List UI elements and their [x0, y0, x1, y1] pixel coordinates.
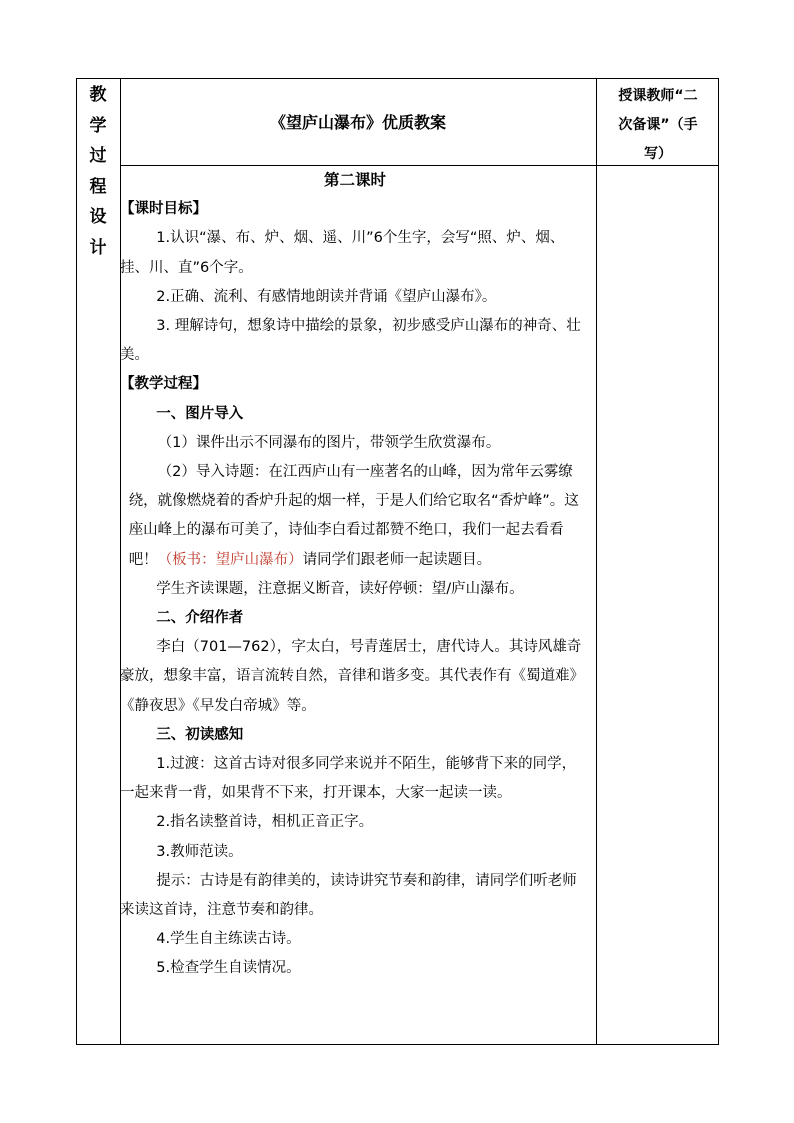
list-item: 4.学生自主练读古诗。 — [156, 931, 301, 948]
side-char: 学 — [89, 115, 107, 136]
list-item: 提示：古诗是有韵律美的，读诗讲究节奏和韵律，请同学们听老师来读这首诗，注意节奏和韵律。 — [120, 872, 577, 919]
header-line: 次备课”（手 — [618, 117, 698, 133]
side-char: 教 — [89, 85, 107, 105]
list-item: 5.检查学生自读情况。 — [156, 960, 301, 977]
lesson-content — [120, 166, 590, 984]
side-char: 计 — [89, 237, 107, 258]
goal-item: 2.正确、流利、有感情地朗读并背诵《望庐山瀑布》。 — [156, 288, 497, 305]
section-heading: 二、介绍作者 — [156, 610, 244, 627]
column-divider-2 — [596, 78, 597, 1045]
title-text: 《望庐山瀑布》优质教案 — [269, 113, 446, 132]
paragraph: 李白（701—762），字太白，号青莲居士，唐代诗人。其诗风雄奇豪放，想象丰富，语言流转自然，音律和谐多变。其代表作有《蜀道难》《静夜思》《早发白帝城》等。 — [120, 639, 584, 714]
goal-heading: 【课时目标】 — [120, 201, 207, 218]
paragraph — [120, 458, 590, 575]
paragraph-text: （2）导入诗题：在江西庐山有一座著名的山峰，因为常年云雾缭绕，就像燃烧着的香炉升起的烟一样，于是人们给它取名“香炉峰”。这座山峰上的瀑布可美了，诗仙李白看过都赞不绝口，我们一起去看看吧！ — [128, 464, 579, 568]
list-item: 2.指名读整首诗，相机正音正字。 — [156, 814, 374, 831]
paragraph: 学生齐读课题，注意据义断音，读好停顿：望/庐山瀑布。 — [156, 580, 524, 597]
table-border-bottom — [76, 1044, 719, 1045]
goal-item: 1.认识“瀑、布、炉、烟、遥、川”6个生字，会写“照、炉、烟、挂、川、直”6个字。 — [120, 230, 565, 276]
blackboard-note: （板书：望庐山瀑布） — [157, 551, 303, 568]
section-heading: 一、图片导入 — [156, 405, 244, 422]
list-item: 3.教师范读。 — [156, 843, 243, 860]
header-line: 写） — [644, 146, 672, 162]
lesson-subtitle: 第二课时 — [323, 171, 386, 189]
header-line: 授课教师“二 — [618, 88, 698, 104]
list-item: 1.过渡：这首古诗对很多同学来说并不陌生，能够背下来的同学，一起来背一背，如果背不下来，打开课本，大家一起读一读。 — [120, 756, 577, 802]
side-char: 设 — [89, 207, 107, 227]
teacher-notes-header — [598, 82, 718, 169]
side-label — [76, 78, 120, 263]
process-heading: 【教学过程】 — [120, 376, 207, 393]
document-title — [120, 78, 596, 165]
paragraph: （1）课件出示不同瀑布的图片，带领学生欣赏瀑布。 — [157, 434, 501, 451]
side-char: 程 — [89, 176, 107, 197]
section-heading: 三、初读感知 — [156, 726, 244, 743]
paragraph-text: 请同学们跟老师一起读题目。 — [302, 551, 492, 568]
goal-item: 3. 理解诗句，想象诗中描绘的景象，初步感受庐山瀑布的神奇、壮美。 — [120, 318, 581, 364]
table-border-right — [718, 78, 719, 1045]
side-char: 过 — [89, 146, 107, 166]
